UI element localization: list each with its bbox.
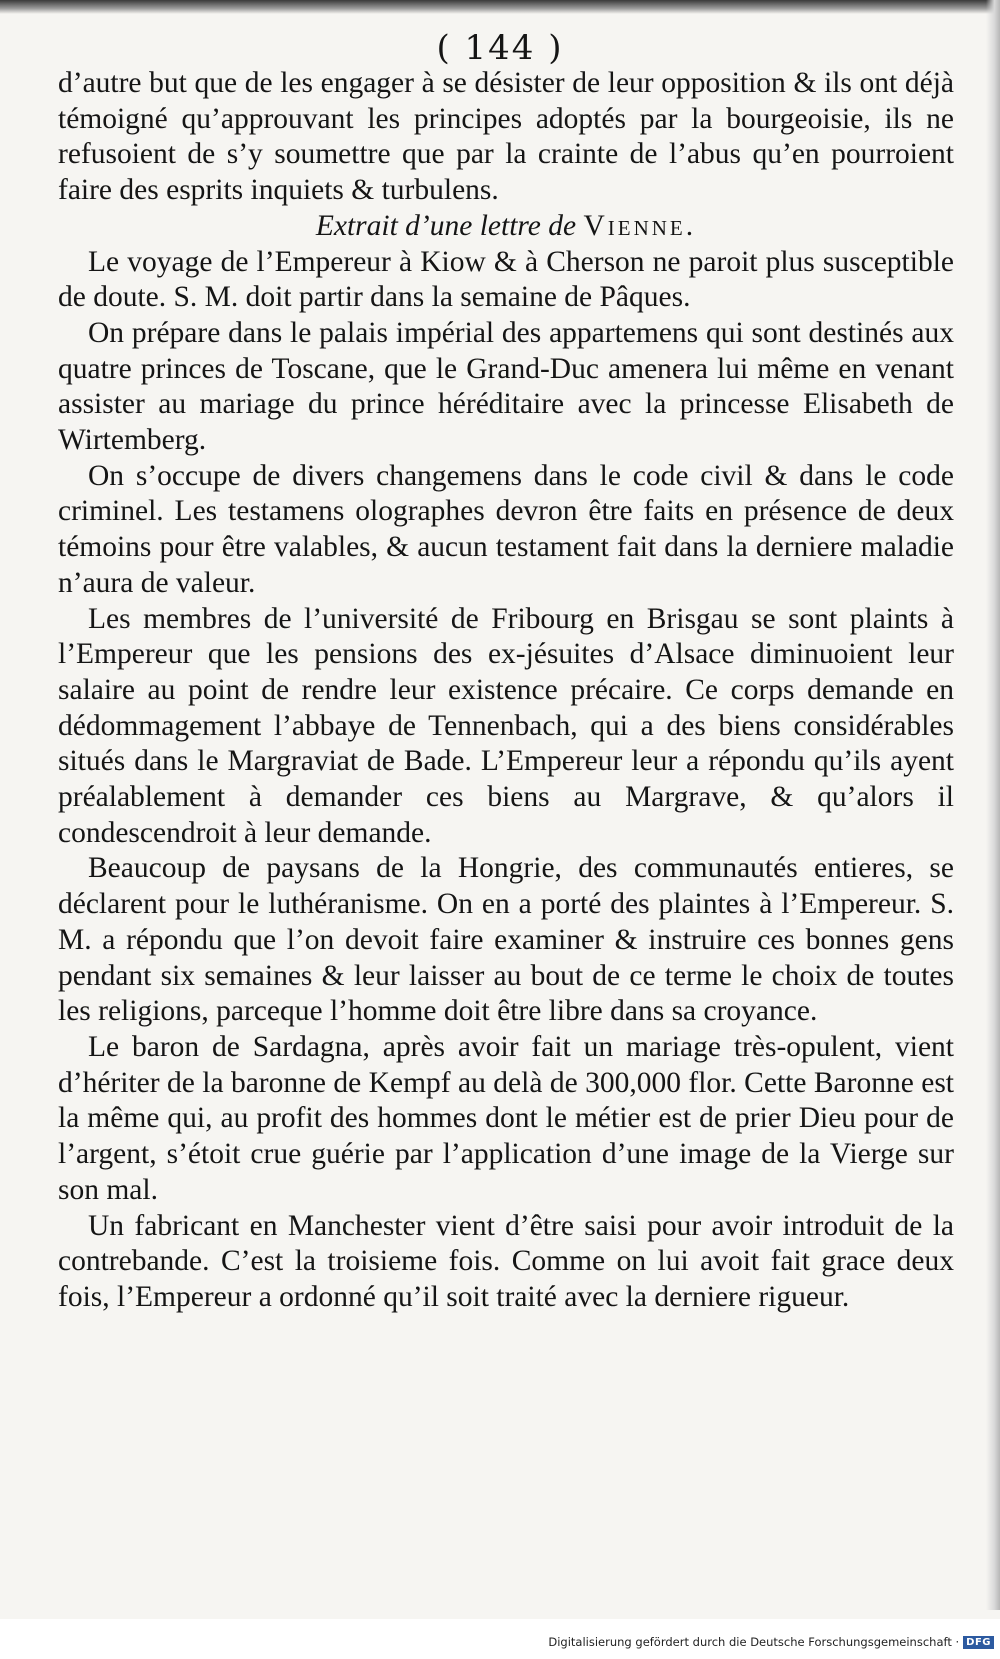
footer-credit-text: Digitalisierung gefördert durch die Deutsche Forschungsgemeinschaft · xyxy=(548,1635,960,1649)
opening-paragraph: d’autre but que de les engager à se désister de leur opposition & ils ont déjà témoigné qu’approuvant les principes adoptés par la bourgeoisie, ils ne refusoient de s’y soumettre que par la crainte de l’abus qu’en pourroient faire des esprits inquiets & turbulens. xyxy=(58,67,954,207)
paragraph-palais: On prépare dans le palais impérial des appartemens qui sont destinés aux quatre princes de Toscane, que le Grand-Duc amenera lui même en venant assister au mariage du prince héréditaire avec la princesse Elisabeth de Wirtemberg. xyxy=(58,316,954,457)
paragraph-code: On s’occupe de divers changemens dans le code civil & dans le code criminel. Les testamens olographes devron être faits en présence de deux témoins pour être valables, & aucun testament fait dans la derniere maladie n’aura de valeur. xyxy=(58,459,954,599)
dfg-logo: DFG xyxy=(963,1636,994,1649)
paragraph-voyage: Le voyage de l’Empereur à Kiow & à Cherson ne paroit plus susceptible de doute. S. M. doit partir dans la semaine de Pâques. xyxy=(58,245,954,314)
heading-city: Vienne. xyxy=(583,209,697,242)
paragraph-fabricant: Un fabricant en Manchester vient d’être saisi pour avoir introduit de la contrebande. C’est la troisieme fois. Comme on lui avoit fait grace deux fois, l’Empereur a ordonné qu’il soit traité avec la derniere rigueur. xyxy=(58,1209,954,1313)
page-number: ( 144 ) xyxy=(436,28,564,68)
scan-top-edge xyxy=(0,0,1000,14)
paragraph-hongrie: Beaucoup de paysans de la Hongrie, des communautés entieres, se déclarent pour le luthéranisme. On en a porté des plaintes à l’Empereur. S. M. a répondu que l’on devoit faire examiner & instruire ces bonnes gens pendant six semaines & leur laisser au bout de ce terme le choix de toutes les religions, parceque l’homme doit être libre dans sa croyance. xyxy=(58,852,954,1028)
heading-prefix: Extrait d’une lettre de xyxy=(315,209,577,242)
scan-right-edge xyxy=(986,0,1000,1610)
article-text xyxy=(58,66,954,1316)
paragraph-universite: Les membres de l’université de Fribourg en Brisgau se sont plaints à l’Empereur que les pensions des ex-jésuites d’Alsace diminuoient leur salaire au point de rendre leur existence précaire. Ce corps demande en dédommagement l’abbaye de Tennenbach, qui a des biens considérables situés dans le Margraviat de Bade. L’Empereur leur a répondu qu’ils ayent préalablement à demander ces biens au Margrave, & qu’alors il condescendroit à leur demande. xyxy=(58,602,954,849)
footer-credit xyxy=(548,1631,994,1653)
section-heading xyxy=(58,209,954,245)
paragraph-baron: Le baron de Sardagna, après avoir fait un mariage très-opulent, vient d’hériter de la baronne de Kempf au delà de 300,000 flor. Cette Baronne est la même qui, au profit des hommes dont le métier est de prier Dieu pour de l’argent, s’étoit crue guérie par l’application d’une image de la Vierge sur son mal. xyxy=(58,1030,954,1206)
